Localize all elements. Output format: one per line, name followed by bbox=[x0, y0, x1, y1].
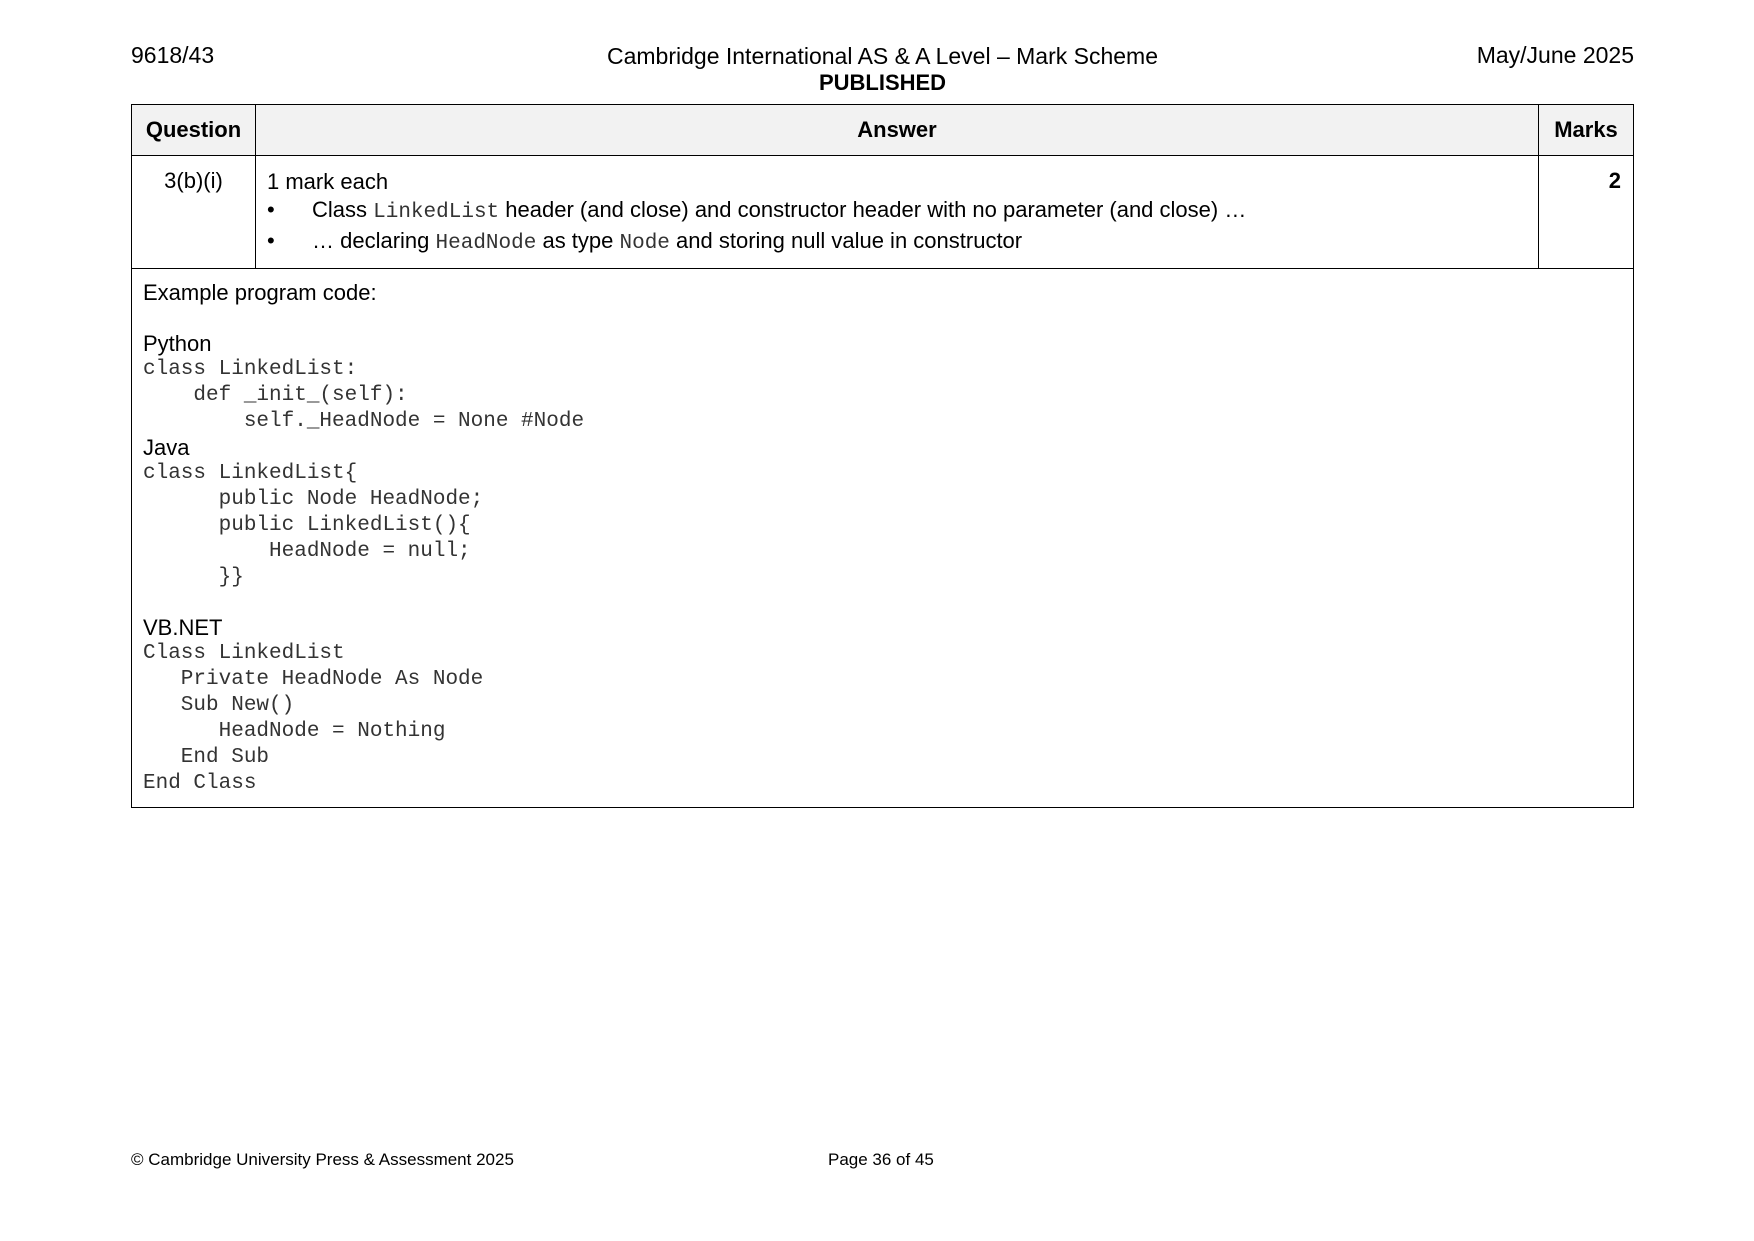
marking-point-1-text-pre: Class bbox=[312, 197, 374, 222]
table-header-row bbox=[132, 105, 1634, 156]
java-code: class LinkedList{ public Node HeadNode; public LinkedList(){ HeadNode = null; }} bbox=[143, 462, 484, 589]
table-row bbox=[132, 156, 1634, 269]
marking-point-1-text-post: header (and close) and constructor header with no parameter (and close) … bbox=[499, 197, 1247, 222]
answer-column-header: Answer bbox=[256, 105, 1539, 156]
marking-point-2-text-mid: as type bbox=[536, 228, 620, 253]
vbnet-code: Class LinkedList Private HeadNode As Node Sub New() HeadNode = Nothing End Sub End Class bbox=[143, 642, 484, 795]
java-label: Java bbox=[143, 435, 190, 460]
document-title: Cambridge International AS & A Level – Mark Scheme bbox=[606, 43, 1159, 69]
example-code-row bbox=[132, 269, 1634, 808]
spacer bbox=[143, 307, 1622, 331]
syllabus-code: 9618/43 bbox=[131, 42, 215, 68]
marking-point-1-code: LinkedList bbox=[373, 201, 500, 224]
mark-scheme-table bbox=[131, 104, 1634, 808]
marks-value: 2 bbox=[1539, 156, 1634, 269]
marking-points bbox=[267, 196, 1528, 258]
python-label: Python bbox=[143, 331, 212, 356]
python-code: class LinkedList: def _init_(self): self._HeadNode = None #Node bbox=[143, 358, 585, 433]
page-number: Page 36 of 45 bbox=[828, 1150, 934, 1169]
marks-column-header: Marks bbox=[1539, 105, 1634, 156]
example-code-cell bbox=[132, 269, 1634, 808]
marking-point-2-text-pre: … declaring bbox=[312, 228, 436, 253]
marking-point-2 bbox=[267, 227, 1528, 258]
spacer bbox=[143, 591, 1622, 615]
marking-point-1 bbox=[267, 196, 1528, 227]
question-number: 3(b)(i) bbox=[132, 156, 256, 269]
copyright-notice: © Cambridge University Press & Assessment 2025 bbox=[131, 1150, 514, 1169]
vbnet-label: VB.NET bbox=[143, 615, 223, 640]
answer-cell bbox=[256, 156, 1539, 269]
document-title-block bbox=[131, 42, 1634, 96]
marking-point-2-code-1: HeadNode bbox=[435, 232, 537, 255]
example-label: Example program code: bbox=[143, 280, 377, 305]
page-header bbox=[131, 42, 1634, 102]
exam-session: May/June 2025 bbox=[1476, 42, 1634, 68]
question-column-header: Question bbox=[132, 105, 256, 156]
marking-intro: 1 mark each bbox=[267, 169, 389, 194]
marking-point-2-code-2: Node bbox=[619, 232, 670, 255]
published-status: PUBLISHED bbox=[818, 70, 947, 95]
marking-point-2-text-post: and storing null value in constructor bbox=[669, 228, 1023, 253]
